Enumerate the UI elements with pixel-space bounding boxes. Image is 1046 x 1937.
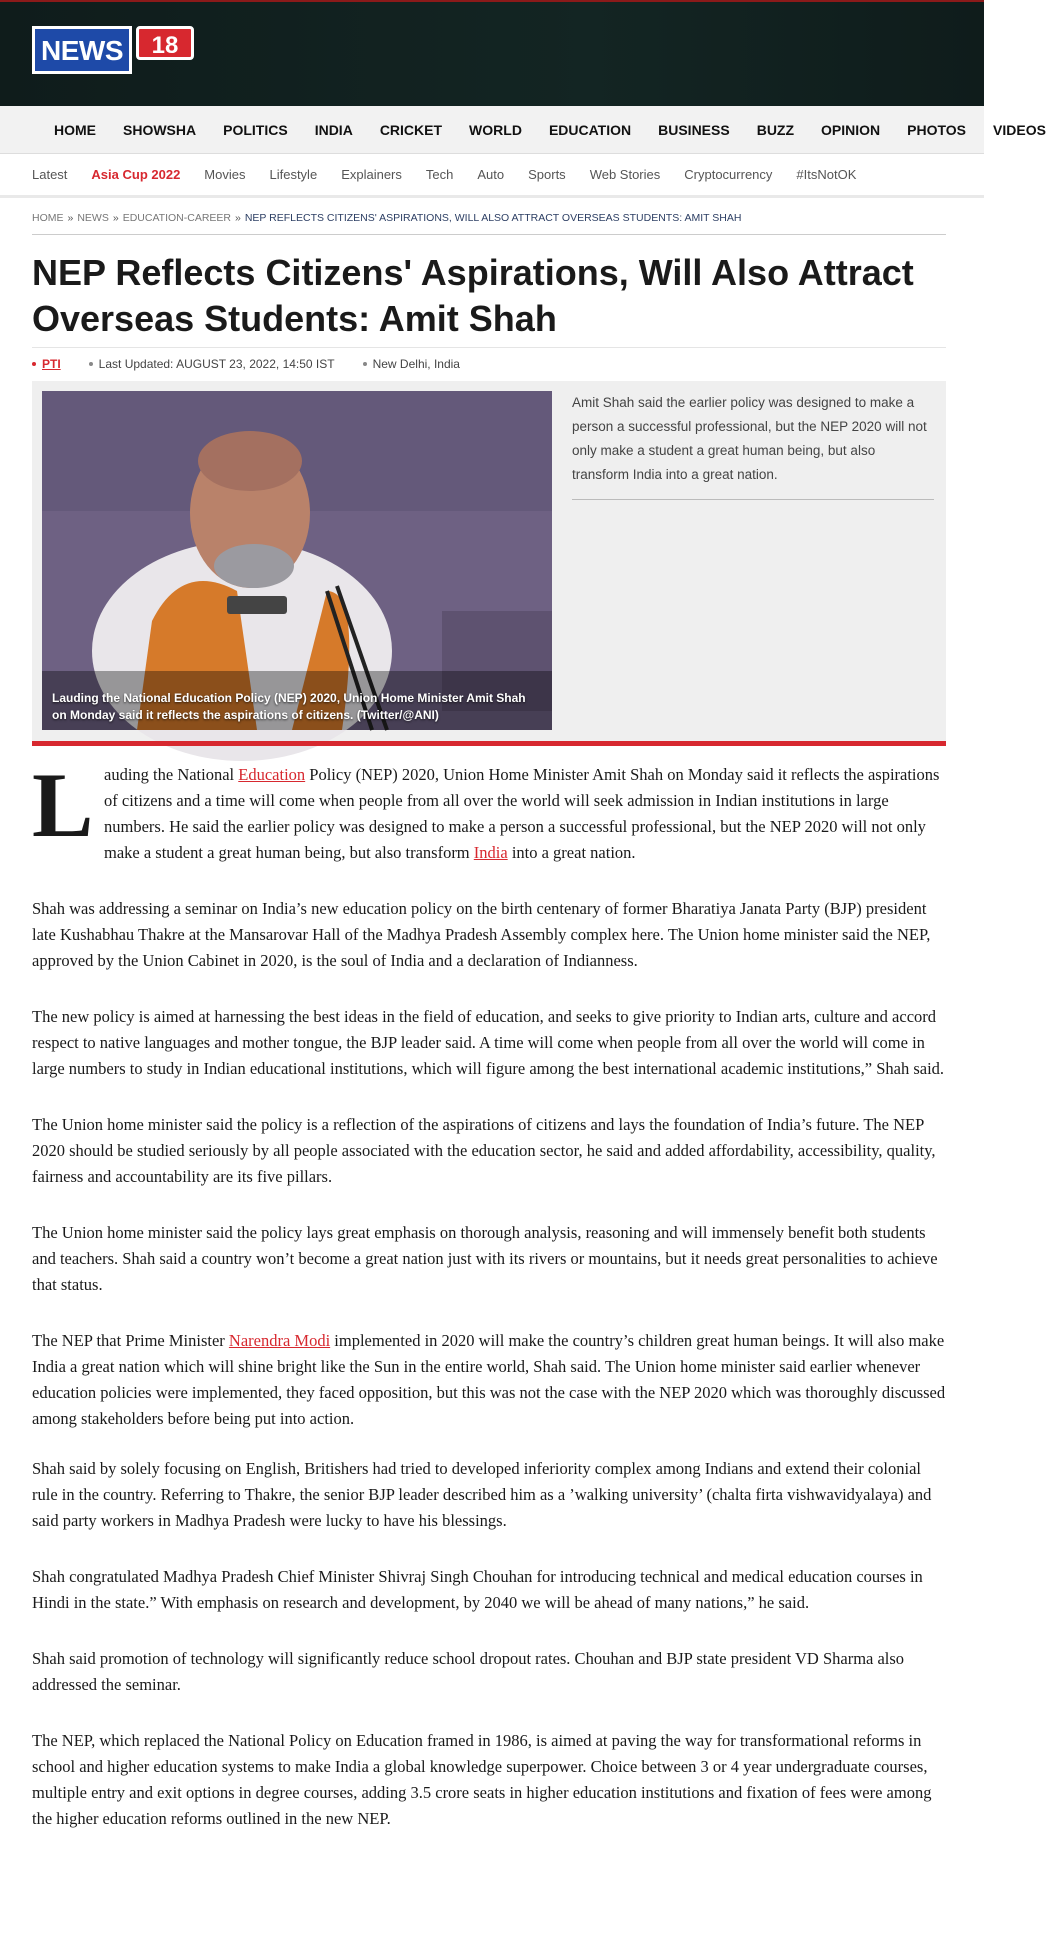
- nav-item-business[interactable]: BUSINESS: [658, 121, 730, 138]
- article-summary: Amit Shah said the earlier policy was designed to make a person a successful professional, but the NEP 2020 will not only make a student a great human being, but also transform India into a great nation.: [572, 391, 934, 500]
- last-updated: [89, 357, 335, 371]
- article-paragraph: The NEP, which replaced the National Policy on Education framed in 1986, is aimed at paving the way for transformational reforms in school and higher education systems to make India a global knowledge superpower. Choice between 3 or 4 year undergraduate courses, multiple entry and exit options in degree courses, adding 3.5 crore seats in higher education institutions and fixation of fees were among the higher education reforms outlined in the new NEP.: [32, 1731, 932, 1828]
- article-paragraph: The Union home minister said the policy lays great emphasis on thorough analysis, reasoning and will immensely benefit both students and teachers. Shah said a country won’t become a great nation just with its rivers or mountains, but it needs great personalities to achieve that status.: [32, 1223, 938, 1294]
- text-run: auding the National: [104, 765, 239, 784]
- nav-item-india[interactable]: INDIA: [314, 121, 353, 138]
- subnav-item-movies[interactable]: Movies: [204, 167, 246, 182]
- text-run: The NEP that Prime Minister: [32, 1331, 229, 1350]
- nav-item-education[interactable]: EDUCATION: [548, 121, 632, 138]
- bullet-icon: [32, 362, 36, 366]
- subnav-item-lifestyle[interactable]: Lifestyle: [269, 167, 318, 182]
- india-link[interactable]: India: [473, 843, 508, 862]
- subnav-item-sports[interactable]: Sports: [528, 167, 566, 182]
- nav-item-politics[interactable]: POLITICS: [223, 121, 288, 138]
- breadcrumb: [32, 212, 946, 235]
- photo-caption: Lauding the National Education Policy (NEP) 2020, Union Home Minister Amit Shah on Monday said it reflects the aspirations of citizens. (Twitter/@ANI): [52, 691, 526, 722]
- logo-badge: 18: [136, 26, 194, 60]
- author-byline: [32, 357, 61, 371]
- article-paragraph: [32, 754, 946, 866]
- article-paragraph: Shah was addressing a seminar on India’s new education policy on the birth centenary of former Bharatiya Janata Party (BJP) president late Kushabhau Thakre at the Mansarovar Hall of the Madhya Pradesh Assembly complex here. The Union home minister said the NEP, approved by the Union Cabinet in 2020, is the soul of India and a declaration of Indianness.: [32, 899, 931, 970]
- nav-item-buzz[interactable]: BUZZ: [756, 121, 795, 138]
- logo-wordmark: NEWS: [32, 26, 132, 74]
- subnav-item-explainers[interactable]: Explainers: [341, 167, 402, 182]
- news18-logo[interactable]: [32, 26, 179, 74]
- breadcrumb-separator: »: [67, 212, 74, 224]
- article-meta: [32, 347, 946, 379]
- bullet-icon: [363, 362, 367, 366]
- nav-item-videos[interactable]: VIDEOS: [993, 121, 1046, 138]
- nav-item-cricket[interactable]: CRICKET: [379, 121, 443, 138]
- subnav-item-asia-cup[interactable]: Asia Cup 2022: [91, 167, 181, 182]
- subnav-item-itsnotok[interactable]: #ItsNotOK: [796, 167, 857, 182]
- site-header: [0, 0, 984, 106]
- main-nav: [0, 106, 1046, 154]
- subnav-item-tech[interactable]: Tech: [425, 167, 454, 182]
- text-run: Policy (NEP) 2020, Union Home Minister Amit Shah on Monday said it reflects the aspirations of citizens and a time will come when people from all over the world will seek admission in Indian institutions in large numbers. He said the earlier policy was designed to make a person a successful professional, but the NEP 2020 will not only make a student a great human being, but also transform: [104, 765, 940, 862]
- paragraph-text: [104, 762, 946, 866]
- education-link[interactable]: Education: [238, 765, 306, 784]
- section-divider: [32, 741, 946, 746]
- article-paragraph: The new policy is aimed at harnessing the best ideas in the field of education, and seeks to give priority to Indian arts, culture and accord respect to native languages and mother tongue, the BJP leader said. A time will come when people from all over the world will come in large numbers to study in Indian educational institutions, which will figure among the best international academic institutions,” Shah said.: [32, 1007, 945, 1078]
- lead-media: [32, 381, 946, 741]
- article-paragraph: Shah said by solely focusing on English, Britishers had tried to developed inferiority complex among Indians and extend their colonial rule in the country. Referring to Thakre, the senior BJP leader described him as a ’walking university’ (chalta firta vishwavidyalaya) and said party workers in Madhya Pradesh were lucky to have his blessings.: [32, 1459, 932, 1530]
- text-run: into a great nation.: [507, 843, 636, 862]
- breadcrumb-education-career[interactable]: EDUCATION-CAREER: [122, 212, 231, 224]
- amit-shah-photo: [42, 391, 552, 730]
- nav-item-photos[interactable]: PHOTOS: [907, 121, 967, 138]
- subnav-item-cryptocurrency[interactable]: Cryptocurrency: [684, 167, 773, 182]
- nav-item-world[interactable]: WORLD: [469, 121, 522, 138]
- article-headline: NEP Reflects Citizens' Aspirations, Will Also Attract Overseas Students: Amit Shah: [32, 252, 914, 339]
- breadcrumb-home[interactable]: HOME: [32, 212, 64, 224]
- subnav-item-web-stories[interactable]: Web Stories: [589, 167, 661, 182]
- dateline-text: New Delhi, India: [372, 356, 460, 371]
- article-body: [32, 754, 946, 1862]
- author-link[interactable]: PTI: [42, 356, 61, 371]
- nav-item-home[interactable]: HOME: [54, 121, 96, 138]
- breadcrumb-current: NEP REFLECTS CITIZENS' ASPIRATIONS, WILL ALSO ATTRACT OVERSEAS STUDENTS: AMIT SHAH: [244, 212, 742, 224]
- article-paragraph: Shah congratulated Madhya Pradesh Chief Minister Shivraj Singh Chouhan for introducing technical and medical education courses in Hindi in the state.” With emphasis on research and development, by 2040 we will be ahead of many nations,” he said.: [32, 1567, 923, 1612]
- last-updated-text: Last Updated: AUGUST 23, 2022, 14:50 IST: [98, 356, 335, 371]
- subnav-item-latest[interactable]: Latest: [32, 167, 68, 182]
- sub-nav: [0, 154, 984, 198]
- dateline: [363, 357, 460, 371]
- subnav-item-auto[interactable]: Auto: [477, 167, 505, 182]
- nav-item-opinion[interactable]: OPINION: [821, 121, 881, 138]
- nav-item-showsha[interactable]: SHOWSHA: [123, 121, 197, 138]
- breadcrumb-separator: »: [235, 212, 241, 224]
- article-paragraph: The Union home minister said the policy is a reflection of the aspirations of citizens and lays the foundation of India’s future. The NEP 2020 should be studied seriously by all people associated with the education sector, he said and added affordability, accessibility, quality, fairness and accountability are its five pillars.: [32, 1115, 936, 1186]
- article-paragraph: [32, 1328, 946, 1432]
- breadcrumb-separator: »: [112, 212, 119, 224]
- lead-photo[interactable]: [42, 391, 552, 730]
- bullet-icon: [89, 362, 93, 366]
- breadcrumb-news[interactable]: NEWS: [77, 212, 109, 224]
- narendra-modi-link[interactable]: Narendra Modi: [228, 1331, 331, 1350]
- text-run: implemented in 2020 will make the country’s children great human beings. It will also make India a great nation which will shine bright like the Sun in the entire world, Shah said. The Union home minister said earlier whenever education policies were implemented, they faced opposition, but this was not the case with the NEP 2020 which was thoroughly discussed among stakeholders before being put into action.: [32, 1331, 946, 1428]
- article-paragraph: Shah said promotion of technology will significantly reduce school dropout rates. Chouhan and BJP state president VD Sharma also addressed the seminar.: [32, 1649, 905, 1694]
- drop-cap: L: [32, 754, 94, 856]
